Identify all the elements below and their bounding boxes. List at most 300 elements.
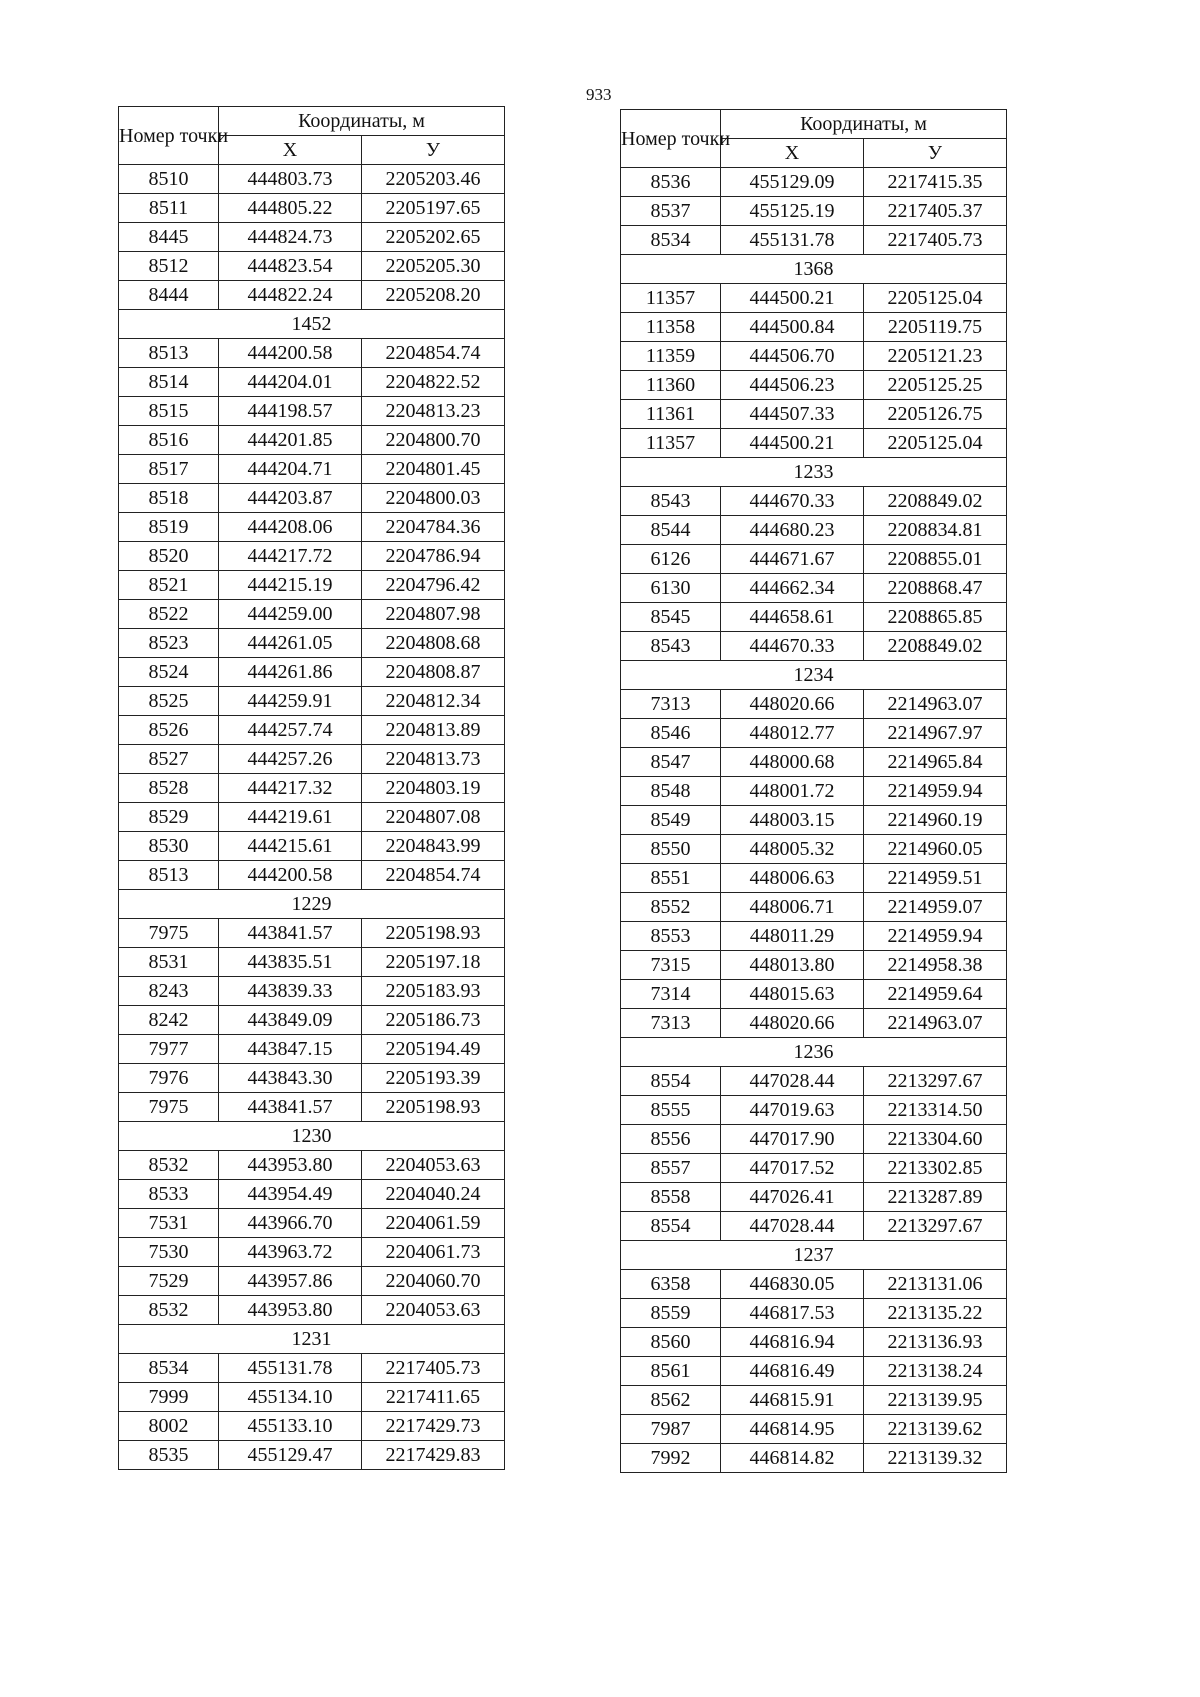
point-number-cell: 8526: [119, 716, 219, 745]
x-coordinate-cell: 455129.47: [219, 1441, 362, 1470]
y-coordinate-cell: 2217415.35: [864, 168, 1007, 197]
x-coordinate-cell: 444217.32: [219, 774, 362, 803]
parcel-group-row: [621, 1038, 1007, 1067]
point-number-cell: 8543: [621, 487, 721, 516]
point-number-cell: 6130: [621, 574, 721, 603]
x-coordinate-cell: 443953.80: [219, 1296, 362, 1325]
y-coordinate-cell: 2217429.73: [362, 1412, 505, 1441]
x-coordinate-cell: 444824.73: [219, 223, 362, 252]
x-coordinate-cell: 444203.87: [219, 484, 362, 513]
point-number-cell: 8534: [119, 1354, 219, 1383]
y-coordinate-cell: 2204800.03: [362, 484, 505, 513]
point-number-cell: 8562: [621, 1386, 721, 1415]
x-coordinate-cell: 446816.94: [721, 1328, 864, 1357]
y-coordinate-cell: 2213139.95: [864, 1386, 1007, 1415]
parcel-group-row: [621, 1241, 1007, 1270]
table-row: [621, 400, 1007, 429]
x-coordinate-cell: 444219.61: [219, 803, 362, 832]
table-row: [119, 1006, 505, 1035]
y-coordinate-cell: 2213138.24: [864, 1357, 1007, 1386]
table-row: [621, 516, 1007, 545]
table-row: [119, 1064, 505, 1093]
point-number-cell: 7975: [119, 1093, 219, 1122]
parcel-group-row: [621, 661, 1007, 690]
y-coordinate-cell: 2205203.46: [362, 165, 505, 194]
point-number-cell: 11358: [621, 313, 721, 342]
y-coordinate-cell: 2204807.98: [362, 600, 505, 629]
x-coordinate-cell: 444823.54: [219, 252, 362, 281]
table-row: [621, 1096, 1007, 1125]
coordinates-table-right: [620, 109, 1007, 1473]
x-coordinate-cell: 444200.58: [219, 861, 362, 890]
table-row: [119, 1441, 505, 1470]
point-number-cell: 8529: [119, 803, 219, 832]
x-coordinate-cell: 447019.63: [721, 1096, 864, 1125]
point-number-cell: 8546: [621, 719, 721, 748]
y-coordinate-cell: 2213139.62: [864, 1415, 1007, 1444]
y-coordinate-cell: 2204796.42: [362, 571, 505, 600]
point-number-cell: 7999: [119, 1383, 219, 1412]
point-number-cell: 8510: [119, 165, 219, 194]
point-number-cell: 8517: [119, 455, 219, 484]
table-row: [119, 223, 505, 252]
x-coordinate-cell: 443839.33: [219, 977, 362, 1006]
x-coordinate-cell: 455129.09: [721, 168, 864, 197]
table-row: [119, 1035, 505, 1064]
table-row: [621, 777, 1007, 806]
x-coordinate-cell: 447028.44: [721, 1212, 864, 1241]
x-coordinate-cell: 444506.23: [721, 371, 864, 400]
point-number-cell: 8556: [621, 1125, 721, 1154]
y-coordinate-cell: 2205186.73: [362, 1006, 505, 1035]
y-coordinate-cell: 2204053.63: [362, 1151, 505, 1180]
x-coordinate-cell: 446815.91: [721, 1386, 864, 1415]
header-coordinates: Координаты, м: [721, 110, 1007, 139]
table-row: [119, 1093, 505, 1122]
y-coordinate-cell: 2205126.75: [864, 400, 1007, 429]
point-number-cell: 11360: [621, 371, 721, 400]
table-row: [119, 716, 505, 745]
point-number-cell: 8558: [621, 1183, 721, 1212]
x-coordinate-cell: 444204.01: [219, 368, 362, 397]
table-row: [621, 313, 1007, 342]
table-row: [119, 1209, 505, 1238]
x-coordinate-cell: 448000.68: [721, 748, 864, 777]
y-coordinate-cell: 2214959.94: [864, 777, 1007, 806]
y-coordinate-cell: 2204807.08: [362, 803, 505, 832]
x-coordinate-cell: 443963.72: [219, 1238, 362, 1267]
x-coordinate-cell: 444217.72: [219, 542, 362, 571]
x-coordinate-cell: 444500.21: [721, 284, 864, 313]
table-row: [621, 1299, 1007, 1328]
x-coordinate-cell: 448006.63: [721, 864, 864, 893]
y-coordinate-cell: 2217405.73: [864, 226, 1007, 255]
header-x: X: [721, 139, 864, 168]
x-coordinate-cell: 444215.19: [219, 571, 362, 600]
point-number-cell: 7975: [119, 919, 219, 948]
table-row: [119, 1412, 505, 1441]
point-number-cell: 8544: [621, 516, 721, 545]
point-number-cell: 6126: [621, 545, 721, 574]
y-coordinate-cell: 2205121.23: [864, 342, 1007, 371]
x-coordinate-cell: 443953.80: [219, 1151, 362, 1180]
y-coordinate-cell: 2213287.89: [864, 1183, 1007, 1212]
y-coordinate-cell: 2214959.94: [864, 922, 1007, 951]
table-row: [621, 1154, 1007, 1183]
point-number-cell: 7992: [621, 1444, 721, 1473]
y-coordinate-cell: 2205125.04: [864, 284, 1007, 313]
point-number-cell: 8523: [119, 629, 219, 658]
y-coordinate-cell: 2213131.06: [864, 1270, 1007, 1299]
y-coordinate-cell: 2217411.65: [362, 1383, 505, 1412]
point-number-cell: 7529: [119, 1267, 219, 1296]
point-number-cell: 8522: [119, 600, 219, 629]
table-row: [621, 864, 1007, 893]
x-coordinate-cell: 444500.84: [721, 313, 864, 342]
x-coordinate-cell: 444208.06: [219, 513, 362, 542]
point-number-cell: 7315: [621, 951, 721, 980]
table-row: [621, 806, 1007, 835]
x-coordinate-cell: 444662.34: [721, 574, 864, 603]
y-coordinate-cell: 2217429.83: [362, 1441, 505, 1470]
x-coordinate-cell: 444257.26: [219, 745, 362, 774]
point-number-cell: 8560: [621, 1328, 721, 1357]
point-number-cell: 8551: [621, 864, 721, 893]
point-number-cell: 8552: [621, 893, 721, 922]
point-number-cell: 8519: [119, 513, 219, 542]
x-coordinate-cell: 455131.78: [219, 1354, 362, 1383]
y-coordinate-cell: 2205197.65: [362, 194, 505, 223]
table-row: [119, 1238, 505, 1267]
table-row: [621, 1067, 1007, 1096]
table-row: [621, 168, 1007, 197]
x-coordinate-cell: 455133.10: [219, 1412, 362, 1441]
x-coordinate-cell: 448013.80: [721, 951, 864, 980]
header-x: X: [219, 136, 362, 165]
table-row: [119, 368, 505, 397]
header-y: У: [864, 139, 1007, 168]
x-coordinate-cell: 446814.95: [721, 1415, 864, 1444]
table-row: [119, 1267, 505, 1296]
point-number-cell: 6358: [621, 1270, 721, 1299]
point-number-cell: 8511: [119, 194, 219, 223]
table-row: [119, 1151, 505, 1180]
table-row: [119, 832, 505, 861]
x-coordinate-cell: 444261.86: [219, 658, 362, 687]
point-number-cell: 8549: [621, 806, 721, 835]
table-row: [119, 977, 505, 1006]
point-number-cell: 8513: [119, 861, 219, 890]
x-coordinate-cell: 443957.86: [219, 1267, 362, 1296]
table-row: [119, 919, 505, 948]
table-row: [621, 1444, 1007, 1473]
y-coordinate-cell: 2204803.19: [362, 774, 505, 803]
table-row: [621, 197, 1007, 226]
point-number-cell: 7976: [119, 1064, 219, 1093]
x-coordinate-cell: 444803.73: [219, 165, 362, 194]
x-coordinate-cell: 444257.74: [219, 716, 362, 745]
table-row: [621, 1183, 1007, 1212]
x-coordinate-cell: 444500.21: [721, 429, 864, 458]
table-row: [119, 281, 505, 310]
table-row: [119, 397, 505, 426]
x-coordinate-cell: 444201.85: [219, 426, 362, 455]
table-row: [119, 658, 505, 687]
point-number-cell: 8518: [119, 484, 219, 513]
y-coordinate-cell: 2204060.70: [362, 1267, 505, 1296]
x-coordinate-cell: 444680.23: [721, 516, 864, 545]
x-coordinate-cell: 443849.09: [219, 1006, 362, 1035]
point-number-cell: 11357: [621, 429, 721, 458]
point-number-cell: 8545: [621, 603, 721, 632]
point-number-cell: 8525: [119, 687, 219, 716]
y-coordinate-cell: 2204854.74: [362, 339, 505, 368]
point-number-cell: 8548: [621, 777, 721, 806]
point-number-cell: 8521: [119, 571, 219, 600]
x-coordinate-cell: 447017.90: [721, 1125, 864, 1154]
point-number-cell: 8543: [621, 632, 721, 661]
y-coordinate-cell: 2205193.39: [362, 1064, 505, 1093]
table-row: [119, 1383, 505, 1412]
y-coordinate-cell: 2213314.50: [864, 1096, 1007, 1125]
x-coordinate-cell: 443954.49: [219, 1180, 362, 1209]
x-coordinate-cell: 444200.58: [219, 339, 362, 368]
table-row: [621, 342, 1007, 371]
parcel-group-row: [119, 890, 505, 919]
y-coordinate-cell: 2217405.37: [864, 197, 1007, 226]
point-number-cell: 8532: [119, 1151, 219, 1180]
x-coordinate-cell: 444671.67: [721, 545, 864, 574]
point-number-cell: 8528: [119, 774, 219, 803]
y-coordinate-cell: 2208834.81: [864, 516, 1007, 545]
table-row: [621, 226, 1007, 255]
y-coordinate-cell: 2214965.84: [864, 748, 1007, 777]
table-row: [621, 748, 1007, 777]
point-number-cell: 8514: [119, 368, 219, 397]
y-coordinate-cell: 2214960.05: [864, 835, 1007, 864]
point-number-cell: 11357: [621, 284, 721, 313]
y-coordinate-cell: 2205194.49: [362, 1035, 505, 1064]
point-number-cell: 11361: [621, 400, 721, 429]
x-coordinate-cell: 448001.72: [721, 777, 864, 806]
y-coordinate-cell: 2204822.52: [362, 368, 505, 397]
y-coordinate-cell: 2213297.67: [864, 1212, 1007, 1241]
x-coordinate-cell: 444259.00: [219, 600, 362, 629]
y-coordinate-cell: 2204061.73: [362, 1238, 505, 1267]
x-coordinate-cell: 447028.44: [721, 1067, 864, 1096]
x-coordinate-cell: 444507.33: [721, 400, 864, 429]
y-coordinate-cell: 2204800.70: [362, 426, 505, 455]
point-number-cell: 8537: [621, 197, 721, 226]
y-coordinate-cell: 2204053.63: [362, 1296, 505, 1325]
point-number-cell: 8512: [119, 252, 219, 281]
x-coordinate-cell: 443841.57: [219, 919, 362, 948]
y-coordinate-cell: 2205198.93: [362, 1093, 505, 1122]
parcel-number: 1236: [621, 1038, 1007, 1067]
parcel-group-row: [119, 1325, 505, 1354]
table-row: [119, 1296, 505, 1325]
x-coordinate-cell: 444259.91: [219, 687, 362, 716]
x-coordinate-cell: 444198.57: [219, 397, 362, 426]
y-coordinate-cell: 2204786.94: [362, 542, 505, 571]
y-coordinate-cell: 2214963.07: [864, 1009, 1007, 1038]
table-row: [119, 484, 505, 513]
coordinates-table-left: [118, 106, 505, 1470]
table-row: [119, 542, 505, 571]
y-coordinate-cell: 2204813.23: [362, 397, 505, 426]
y-coordinate-cell: 2205197.18: [362, 948, 505, 977]
table-row: [119, 571, 505, 600]
table-row: [119, 600, 505, 629]
y-coordinate-cell: 2204813.89: [362, 716, 505, 745]
point-number-cell: 8536: [621, 168, 721, 197]
y-coordinate-cell: 2208868.47: [864, 574, 1007, 603]
table-row: [621, 690, 1007, 719]
x-coordinate-cell: 455125.19: [721, 197, 864, 226]
parcel-number: 1234: [621, 661, 1007, 690]
table-row: [621, 893, 1007, 922]
point-number-cell: 8555: [621, 1096, 721, 1125]
table-row: [621, 1009, 1007, 1038]
y-coordinate-cell: 2214959.07: [864, 893, 1007, 922]
y-coordinate-cell: 2204808.87: [362, 658, 505, 687]
point-number-cell: 7987: [621, 1415, 721, 1444]
point-number-cell: 8515: [119, 397, 219, 426]
point-number-cell: 8550: [621, 835, 721, 864]
x-coordinate-cell: 444506.70: [721, 342, 864, 371]
y-coordinate-cell: 2213297.67: [864, 1067, 1007, 1096]
point-number-cell: 8559: [621, 1299, 721, 1328]
x-coordinate-cell: 455134.10: [219, 1383, 362, 1412]
x-coordinate-cell: 455131.78: [721, 226, 864, 255]
point-number-cell: 8243: [119, 977, 219, 1006]
x-coordinate-cell: 444261.05: [219, 629, 362, 658]
header-coordinates: Координаты, м: [219, 107, 505, 136]
y-coordinate-cell: 2213302.85: [864, 1154, 1007, 1183]
y-coordinate-cell: 2213304.60: [864, 1125, 1007, 1154]
table-row: [621, 632, 1007, 661]
table-row: [621, 1357, 1007, 1386]
point-number-cell: 8535: [119, 1441, 219, 1470]
table-row: [119, 803, 505, 832]
table-row: [119, 861, 505, 890]
x-coordinate-cell: 444805.22: [219, 194, 362, 223]
y-coordinate-cell: 2204061.59: [362, 1209, 505, 1238]
parcel-group-row: [119, 310, 505, 339]
y-coordinate-cell: 2204801.45: [362, 455, 505, 484]
table-row: [119, 948, 505, 977]
x-coordinate-cell: 444204.71: [219, 455, 362, 484]
y-coordinate-cell: 2214967.97: [864, 719, 1007, 748]
parcel-number: 1229: [119, 890, 505, 919]
table-row: [119, 629, 505, 658]
y-coordinate-cell: 2214963.07: [864, 690, 1007, 719]
point-number-cell: 8554: [621, 1212, 721, 1241]
table-row: [119, 194, 505, 223]
point-number-cell: 8554: [621, 1067, 721, 1096]
parcel-number: 1231: [119, 1325, 505, 1354]
table-row: [621, 835, 1007, 864]
table-row: [621, 284, 1007, 313]
point-number-cell: 8557: [621, 1154, 721, 1183]
point-number-cell: 8547: [621, 748, 721, 777]
y-coordinate-cell: 2204812.34: [362, 687, 505, 716]
header-point-number: Номер точки: [621, 110, 721, 168]
point-number-cell: 8513: [119, 339, 219, 368]
x-coordinate-cell: 443841.57: [219, 1093, 362, 1122]
y-coordinate-cell: 2214959.51: [864, 864, 1007, 893]
table-row: [621, 980, 1007, 1009]
table-row: [119, 687, 505, 716]
y-coordinate-cell: 2205198.93: [362, 919, 505, 948]
table-row: [621, 1125, 1007, 1154]
x-coordinate-cell: 443835.51: [219, 948, 362, 977]
point-number-cell: 7531: [119, 1209, 219, 1238]
x-coordinate-cell: 448012.77: [721, 719, 864, 748]
point-number-cell: 8531: [119, 948, 219, 977]
point-number-cell: 8520: [119, 542, 219, 571]
table-row: [119, 339, 505, 368]
y-coordinate-cell: 2204854.74: [362, 861, 505, 890]
y-coordinate-cell: 2217405.73: [362, 1354, 505, 1383]
y-coordinate-cell: 2208855.01: [864, 545, 1007, 574]
table-row: [119, 252, 505, 281]
point-number-cell: 8445: [119, 223, 219, 252]
point-number-cell: 8532: [119, 1296, 219, 1325]
parcel-number: 1233: [621, 458, 1007, 487]
parcel-number: 1237: [621, 1241, 1007, 1270]
x-coordinate-cell: 443847.15: [219, 1035, 362, 1064]
x-coordinate-cell: 444215.61: [219, 832, 362, 861]
point-number-cell: 8524: [119, 658, 219, 687]
y-coordinate-cell: 2208849.02: [864, 632, 1007, 661]
table-row: [621, 429, 1007, 458]
table-row: [621, 922, 1007, 951]
x-coordinate-cell: 448011.29: [721, 922, 864, 951]
y-coordinate-cell: 2205202.65: [362, 223, 505, 252]
header-y: У: [362, 136, 505, 165]
x-coordinate-cell: 444670.33: [721, 632, 864, 661]
table-row: [621, 1270, 1007, 1299]
y-coordinate-cell: 2205183.93: [362, 977, 505, 1006]
table-row: [119, 426, 505, 455]
y-coordinate-cell: 2205119.75: [864, 313, 1007, 342]
y-coordinate-cell: 2205208.20: [362, 281, 505, 310]
x-coordinate-cell: 448005.32: [721, 835, 864, 864]
table-row: [119, 745, 505, 774]
x-coordinate-cell: 448020.66: [721, 1009, 864, 1038]
y-coordinate-cell: 2214958.38: [864, 951, 1007, 980]
x-coordinate-cell: 447026.41: [721, 1183, 864, 1212]
x-coordinate-cell: 447017.52: [721, 1154, 864, 1183]
y-coordinate-cell: 2204843.99: [362, 832, 505, 861]
x-coordinate-cell: 448006.71: [721, 893, 864, 922]
point-number-cell: 8534: [621, 226, 721, 255]
point-number-cell: 8444: [119, 281, 219, 310]
y-coordinate-cell: 2204040.24: [362, 1180, 505, 1209]
table-row: [621, 719, 1007, 748]
x-coordinate-cell: 443966.70: [219, 1209, 362, 1238]
x-coordinate-cell: 444822.24: [219, 281, 362, 310]
x-coordinate-cell: 448003.15: [721, 806, 864, 835]
table-row: [621, 1212, 1007, 1241]
parcel-number: 1368: [621, 255, 1007, 284]
page-number: 933: [586, 85, 612, 104]
point-number-cell: 8533: [119, 1180, 219, 1209]
x-coordinate-cell: 444670.33: [721, 487, 864, 516]
table-row: [119, 455, 505, 484]
point-number-cell: 8530: [119, 832, 219, 861]
